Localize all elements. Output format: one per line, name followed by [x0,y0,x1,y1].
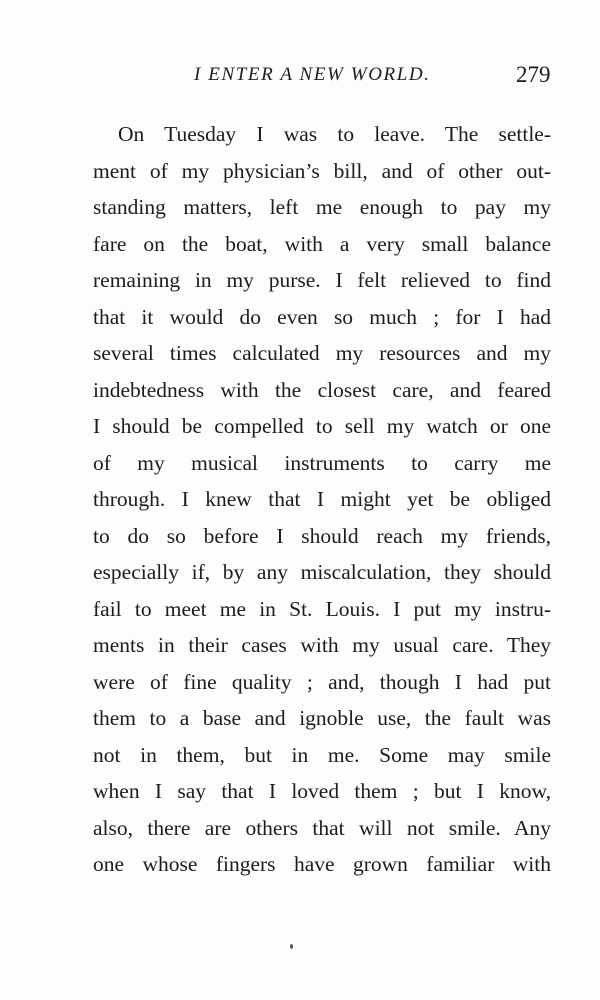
text-line: of my musical instruments to carry me [93,450,551,475]
text-line: through. I knew that I might yet be obliged [93,487,551,511]
running-title: I ENTER A NEW WORLD. [194,64,431,85]
text-line: especially if, by any miscalculation, they should [93,560,551,584]
ink-speck [290,944,293,949]
page-number: 279 [516,62,551,87]
text-line: were of fine quality ; and, though I had put [93,669,551,694]
running-head [0,58,600,92]
text-line: to do so before I should reach my friends, [93,523,551,548]
text-line: that it would do even so much ; for I had [93,304,551,329]
text-line: fail to meet me in St. Louis. I put my instru- [93,596,551,621]
text-line: them to a base and ignoble use, the fault was [93,706,551,730]
text-line: standing matters, left me enough to pay my [93,195,551,219]
text-line: indebtedness with the closest care, and feared [93,377,551,402]
text-line: fare on the boat, with a very small balance [93,231,551,256]
body-text [93,116,551,883]
text-line: remaining in my purse. I felt relieved to find [93,268,551,292]
text-line: several times calculated my resources and my [93,341,551,365]
text-line: On Tuesday I was to leave. The settle- [118,122,551,146]
text-line: not in them, but in me. Some may smile [93,742,551,767]
text-line: when I say that I loved them ; but I know, [93,779,551,803]
text-line: ment of my physician’s bill, and of other out- [93,158,551,183]
text-line: also, there are others that will not smile. Any [93,815,551,840]
text-line: one whose fingers have grown familiar with [93,852,551,876]
text-line: I should be compelled to sell my watch or one [93,414,551,438]
text-line: ments in their cases with my usual care. They [93,633,551,657]
